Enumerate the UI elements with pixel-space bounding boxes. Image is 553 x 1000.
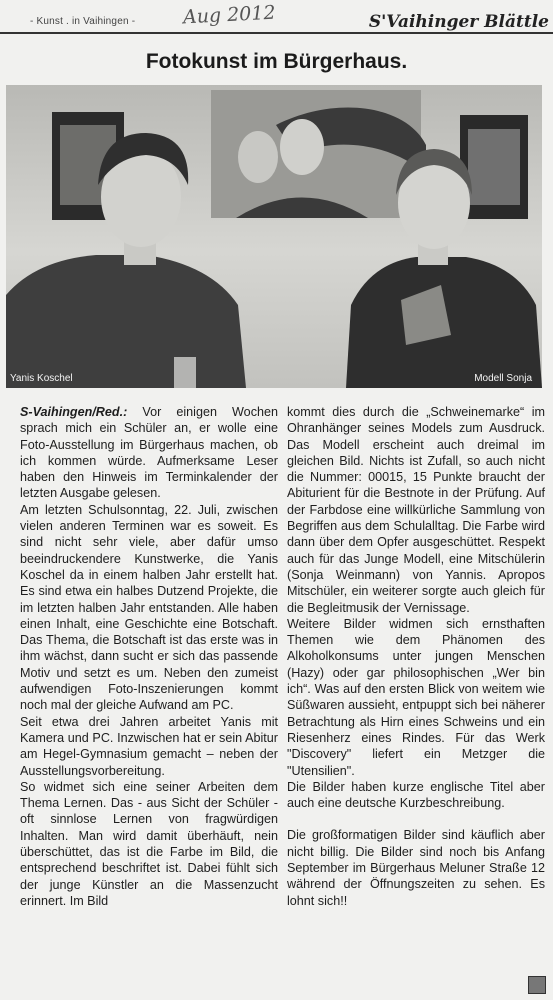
article-headline: Fotokunst im Bürgerhaus.: [145, 50, 408, 73]
paragraph-2: Am letzten Schulsonntag, 22. Juli, zwischen vielen anderen Terminen war es soweit. Es sind nicht sehr viele, aber dafür umso beeindruckendere Kunstwerke, die Yanis Koschel da in einem halben Jahr erstellt hat. Es sind etwa ein halbes Dutzend Projekte, die im letzten halben Jahr entstanden. Alle haben einen Inhalt, eine Geschichte eine Botschaft. Das Thema, die Botschaft ist das erste was in ihm wächst, dann sucht er sich das passende Motiv und setzt es um. Neben den zumeist aufwendigen Foto-Inszenierungen kommt noch mal der gleiche Aufwand am PC.: [20, 502, 278, 713]
paragraph-4-continued: kommt dies durch die „Schweinemarke“ im Ohranhänger seines Models zum Ausdruck. Das Modell erscheint auch dreimal im gleichen Bild. Nichts ist Zufall, so auch nicht die Nummer: 00015, 15 Punkte braucht der Abiturient für die Bestnote in der Prüfung. Auf der Farbdose eine willkürliche Sammlung von Begriffen aus dem Schulalltag. Die Farbe wird dann über dem Opfer ausgeschüttet. Respekt auch für das Junge Modell, eine Mitschülerin (Sonja Weinmann) von Yannis. Apropos Mitschüler, ein weiterer sorgte auch gleich für die Begleitmusik der Vernissage.: [287, 405, 545, 615]
page-header: [0, 0, 553, 34]
paragraph-3: Seit etwa drei Jahren arbeitet Yanis mit Kamera und PC. Inzwischen hat er sein Abitur am Hegel-Gymnasium gemacht – neben der Ausstellungsvorbereitung.: [20, 714, 278, 778]
paragraph-4-start: So widmet sich eine seiner Arbeiten dem Thema Lernen. Das - aus Sicht der Schüler - oft sinnlose Lernen von fragwürdigen Inhalten. Man wird damit überhäuft, nein überschüttet, das ist die Farbe im Bild, die entsprechend beschriftet ist. Dabei fühlt sich der junge Künstler an die Massenzucht erinnert. Im Bild: [20, 779, 278, 908]
publication-title: S'Vaihinger Blättle: [368, 12, 549, 32]
article-column-left: [20, 404, 278, 909]
dateline: S-Vaihingen/Red.:: [20, 405, 128, 419]
article-photo: [6, 85, 542, 388]
photo-caption-left: Yanis Koschel: [10, 373, 73, 384]
article-column-right: [287, 404, 545, 909]
left-person-jacket: [6, 255, 246, 388]
paragraph-7: Die großformatigen Bilder sind käuflich aber nicht billig. Die Bilder sind noch bis Anfang September im Bürgerhaus Meluner Straße 12 während der Öffnungszeiten zu sehen. Es lohnt sich!!: [287, 828, 545, 908]
paragraph-5: Weitere Bilder widmen sich ernsthaften Themen wie dem Phänomen des Alkoholkonsums unter jungen Menschen (Hazy) oder gar philosophischen „Wer bin ich“. Was auf den ersten Blick von weitem wie Süßwaren aussieht, entpuppt sich bei näherer Betrachtung als Hirn eines Schweins und ein Riesenherz eines Rindes. Für das Werk "Discovery" liefert ein Metzger die "Utensilien".: [287, 616, 545, 778]
header-rule: [0, 32, 553, 34]
paragraph-1: S-Vaihingen/Red.: Vor einigen Wochen sprach mich ein Schüler an, er wolle eine Foto-Ausstellung im Bürgerhaus machen, ob ich kommen würde. Aufmerksame Leser haben den Hinweis im Terminkalender der letzten Ausgabe gelesen.: [20, 405, 278, 501]
article-end-mark: [528, 976, 546, 994]
paragraph-6: Die Bilder haben kurze englische Titel aber auch eine deutsche Kurzbeschreibung.: [287, 779, 545, 811]
section-label: - Kunst . in Vaihingen -: [30, 16, 136, 27]
photo-caption-right: Modell Sonja: [474, 373, 532, 384]
photo-illustration: [6, 85, 542, 388]
handwritten-date-note: Aug 2012: [182, 1, 277, 29]
